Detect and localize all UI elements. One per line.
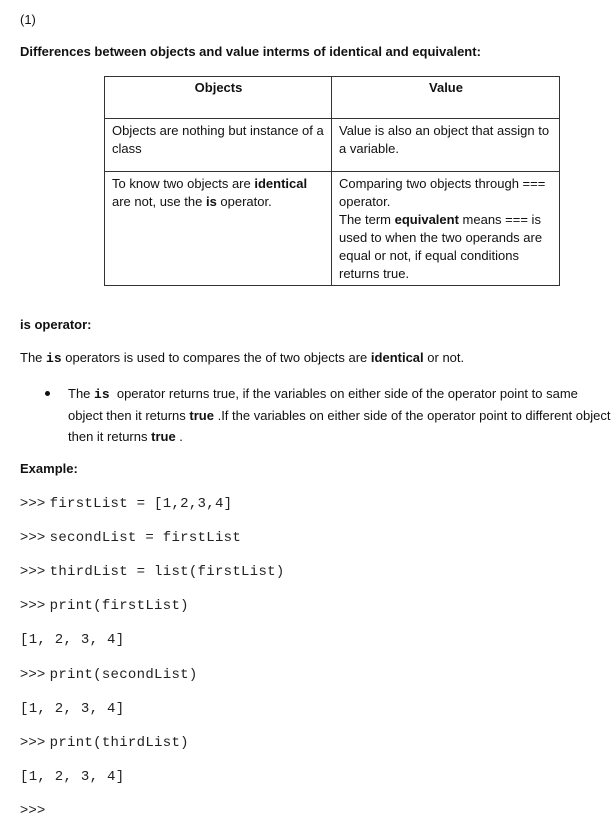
code-line: [20, 528, 241, 546]
prompt: >>>: [20, 733, 50, 749]
term-identical: identical: [370, 350, 424, 365]
code: [1, 2, 3, 4]: [20, 769, 125, 785]
text: To know two objects are: [112, 176, 255, 191]
bullet-paragraph: [68, 383, 613, 447]
cell-objects-identical: [105, 172, 332, 286]
header-objects: Objects: [105, 77, 332, 119]
code: firstList = [1,2,3,4]: [49, 496, 233, 512]
code-is: is: [94, 387, 110, 402]
code: [1, 2, 3, 4]: [20, 701, 125, 717]
is-operator-heading: is operator:: [20, 317, 92, 332]
code: print(secondList): [49, 667, 198, 683]
text: The: [68, 386, 95, 401]
cell-value-definition: Value is also an object that assign to a variable.: [332, 119, 560, 172]
code-output: [20, 630, 124, 648]
text: operator returns true, if the variables on either side of the operator point to same object then it returns: [68, 386, 582, 423]
prompt: >>>: [20, 801, 46, 817]
term-true: true: [151, 429, 176, 444]
code-is: is: [46, 351, 62, 366]
code: [1, 2, 3, 4]: [20, 632, 125, 648]
prompt: >>>: [20, 494, 50, 510]
text: are not, use the: [112, 194, 206, 209]
code: secondList = firstList: [49, 530, 242, 546]
code-line: [20, 801, 45, 819]
text: or not.: [423, 350, 465, 365]
text: The term: [339, 212, 395, 227]
prompt: >>>: [20, 596, 50, 612]
code-line: [20, 562, 285, 580]
cell-objects-definition: Objects are nothing but instance of a class: [105, 119, 332, 172]
prompt: >>>: [20, 562, 50, 578]
bullet-icon: [45, 391, 50, 396]
comparison-table: [104, 76, 560, 286]
code: print(firstList): [49, 598, 189, 614]
code-line: [20, 494, 232, 512]
question-number: (1): [20, 12, 36, 27]
text: means === is used to when the two operands are equal or not, if equal conditions returns true.: [339, 212, 543, 281]
text: .: [175, 429, 183, 444]
code-line: [20, 665, 198, 683]
prompt: >>>: [20, 528, 50, 544]
text: .If the variables on either side of the operator point to different object then it returns: [68, 408, 611, 444]
text: Comparing two objects through === operator.: [339, 176, 546, 209]
code: print(thirdList): [49, 735, 189, 751]
term-equivalent: equivalent: [394, 212, 459, 227]
code-output: [20, 699, 124, 717]
text: operator.: [216, 194, 272, 209]
text: The: [20, 350, 47, 365]
code: thirdList = list(firstList): [49, 564, 285, 580]
intro-paragraph: [20, 347, 464, 369]
section-heading: Differences between objects and value interms of identical and equivalent:: [20, 44, 481, 59]
example-heading: Example:: [20, 461, 78, 476]
code-line: [20, 733, 189, 751]
code-line: [20, 596, 189, 614]
term-true: true: [189, 408, 214, 423]
cell-value-equivalent: [332, 172, 560, 286]
term-identical: identical: [254, 176, 308, 191]
prompt: >>>: [20, 665, 50, 681]
code-output: [20, 767, 124, 785]
text: operators is used to compares the of two objects are: [61, 350, 371, 365]
header-value: Value: [332, 77, 560, 119]
term-is: is: [205, 194, 217, 209]
